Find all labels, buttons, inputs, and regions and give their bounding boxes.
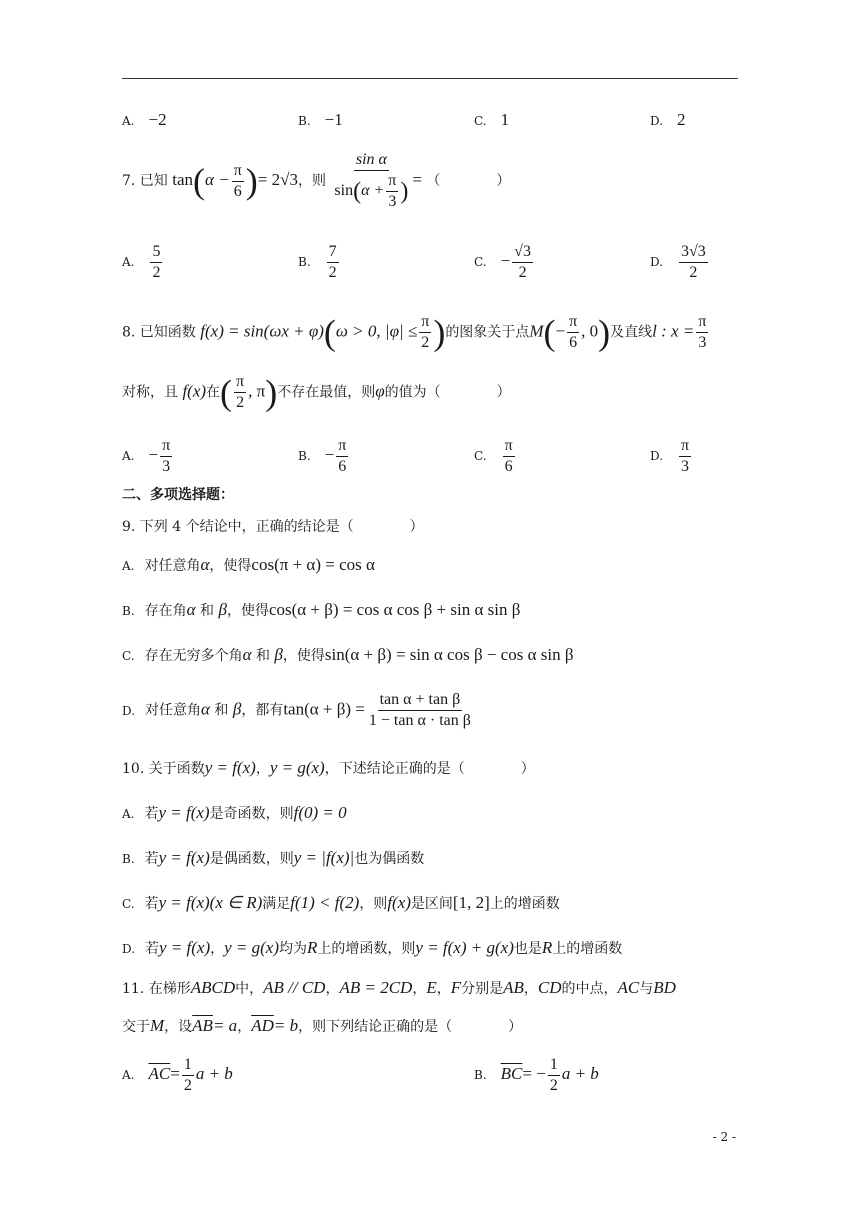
equation: y = |f(x)| [293, 848, 355, 867]
point-e: E [426, 978, 437, 997]
option-value: 2 [677, 110, 686, 129]
denominator: 3 [698, 334, 707, 351]
option-label: B. [298, 449, 311, 463]
option-label: A. [122, 807, 135, 821]
denominator: 6 [338, 458, 347, 475]
q10-prefix: 10. 关于函数 [122, 761, 205, 777]
open-paren: ( [353, 178, 362, 205]
vector-ac: $\overline{AC}$ [148, 1064, 171, 1083]
equation: y = f(x) + g(x) [415, 938, 514, 957]
option-text: ，使得 [282, 648, 325, 664]
open-paren: ( [220, 372, 233, 413]
vector-sum: a + b [195, 1064, 233, 1083]
denominator: 3 [388, 193, 397, 210]
q10-option-a [122, 803, 347, 823]
option-text: 若 [145, 941, 160, 957]
equation: sin(α + β) = sin α cos β − cos α sin β [324, 645, 574, 664]
inequality: f(1) < f(2) [290, 893, 360, 912]
value-of-text: 的值为（ ） [384, 384, 511, 401]
minus-sign: − [555, 321, 566, 341]
option-label: D. [650, 449, 664, 463]
pi-over-6 [232, 161, 244, 202]
denominator: 2 [421, 334, 430, 351]
numerator: 1 [548, 1055, 560, 1076]
option-label: B. [122, 852, 135, 866]
option-text: 是奇函数，则 [209, 806, 294, 822]
alpha: α [200, 555, 210, 574]
comma: ， [412, 981, 427, 997]
option-text: 均为 [279, 941, 308, 957]
denominator: 2 [183, 1077, 192, 1094]
and-text: 和 [251, 648, 275, 664]
option-text: 若 [144, 896, 159, 912]
q10-stem [122, 758, 535, 778]
close-paren: ) [245, 161, 258, 201]
numerator: π [679, 436, 691, 457]
option-label: C. [122, 897, 135, 911]
pi-over-2 [419, 312, 431, 353]
option-frac [327, 242, 339, 283]
option-label: B. [298, 255, 311, 269]
option-sign: − [500, 251, 511, 270]
option-text: 上的增函数 [552, 941, 623, 957]
equation: cos(α + β) = cos α cos β + sin α sin β [268, 600, 521, 619]
q8-option-c [474, 436, 517, 477]
option-text: 是偶函数，则 [209, 851, 294, 867]
option-text: 存在角 [144, 603, 187, 619]
parallel: AB // CD [263, 978, 326, 997]
numerator: π [234, 372, 246, 393]
option-label: C. [122, 649, 135, 663]
q7-option-c [474, 242, 535, 283]
option-label: C. [474, 255, 487, 269]
and-text: 和 [209, 702, 233, 719]
denominator: 6 [233, 182, 242, 200]
q8-prefix: 8. 已知函数 [122, 324, 196, 341]
q10-option-d [122, 938, 622, 958]
line-text: 及直线 [610, 324, 653, 341]
denominator: 2 [236, 394, 245, 411]
pi-over-3 [386, 171, 398, 212]
q8-line2 [122, 372, 511, 413]
text: ，设 [164, 1019, 193, 1035]
text: 交于 [122, 1019, 150, 1035]
comma: ， [255, 761, 270, 777]
option-text: 上的增函数 [489, 896, 560, 912]
denominator: 3 [681, 458, 690, 475]
option-text: 存在无穷多个角 [144, 648, 243, 664]
option-label: A. [122, 1068, 135, 1082]
q10-tail: ，下述结论正确的是（ ） [324, 761, 535, 777]
option-text: ，都有 [241, 702, 284, 719]
point-f: F [450, 978, 462, 997]
close-paren: ) [400, 178, 409, 205]
point-m: M [529, 321, 544, 341]
interval-tail: , π [248, 381, 266, 401]
segment: AB [503, 978, 524, 997]
option-frac [679, 242, 708, 283]
tan-func: tan [172, 170, 194, 189]
equation: cos(π + α) = cos α [251, 555, 375, 574]
numerator: π [567, 312, 579, 333]
alpha: α [242, 645, 252, 664]
option-frac [150, 242, 162, 283]
q6-option-c [474, 110, 509, 130]
phi-symbol: φ [375, 381, 385, 401]
graph-text: 的图象关于点 [445, 324, 530, 341]
line-eq: l : x = [652, 321, 695, 341]
func-g: y = g(x) [269, 758, 325, 777]
numerator: π [503, 436, 515, 457]
q6-option-b [298, 110, 343, 130]
q7-prefix: 7. 已知 [122, 173, 168, 189]
q10-option-c [122, 893, 560, 913]
numerator: π [232, 161, 244, 182]
equals: = − [522, 1064, 546, 1083]
denominator: 6 [569, 334, 578, 351]
equation: AB = 2CD [339, 978, 413, 997]
close-paren: ) [265, 372, 278, 413]
pi-over-3 [696, 312, 708, 353]
vector-bc: $\overline{BC}$ [500, 1064, 523, 1083]
option-value: −2 [148, 110, 167, 129]
option-text: ，使得 [226, 603, 269, 619]
vector-sum: a + b [561, 1064, 599, 1083]
denominator: 2 [549, 1077, 558, 1094]
numerator: π [696, 312, 708, 333]
beta: β [274, 645, 283, 664]
header-rule [122, 78, 738, 79]
q9-option-a [122, 555, 375, 575]
text: 中， [235, 981, 264, 997]
func: f(x) [387, 893, 411, 912]
q10-option-b [122, 848, 424, 868]
q8-option-b [298, 436, 350, 477]
q11-prefix: 11. 在梯形 [122, 981, 191, 997]
half-frac [548, 1055, 560, 1096]
q11-line2 [122, 1016, 522, 1036]
numerator: π [419, 312, 431, 333]
denominator: 3 [162, 458, 171, 475]
alpha: α [186, 600, 196, 619]
fx: f(x) [182, 381, 207, 401]
sin-alpha: sin α [355, 151, 387, 168]
vector-ad: $\overline{AD}$ [251, 1016, 274, 1035]
option-label: D. [650, 114, 664, 128]
text: 分别是 [461, 981, 504, 997]
coord-tail: , 0 [581, 321, 599, 341]
close-paren: ) [598, 312, 611, 353]
option-frac [336, 436, 348, 477]
denominator [332, 171, 410, 212]
option-label: A. [122, 114, 135, 128]
option-label: B. [474, 1068, 487, 1082]
vector-ab: $\overline{AB}$ [192, 1016, 213, 1035]
option-frac [679, 436, 691, 477]
line2-tail: 不存在最值，则 [277, 384, 376, 401]
equation: f(0) = 0 [293, 803, 347, 822]
text: ，则下列结论正确的是（ ） [298, 1019, 523, 1035]
q8-line2-prefix: 对称，且 [122, 384, 178, 401]
text: 的中点， [561, 981, 618, 997]
option-label: C. [474, 114, 487, 128]
option-text: 是区间 [410, 896, 453, 912]
q6-option-a [122, 110, 167, 130]
option-frac [512, 242, 533, 283]
numerator: 3√3 [679, 242, 708, 263]
option-label: A. [122, 255, 135, 269]
equals: = [170, 1064, 180, 1083]
function-def: f(x) = sin(ωx + φ) [200, 321, 324, 341]
q9-stem: 9. 下列 4 个结论中，正确的结论是（ ） [122, 519, 424, 535]
in-text: 在 [206, 384, 221, 401]
numerator [354, 150, 389, 171]
segment: BD [653, 978, 676, 997]
option-label: B. [122, 604, 135, 618]
option-label: B. [298, 114, 311, 128]
point-m: M [150, 1016, 165, 1035]
q7-stem [122, 150, 510, 212]
interval: [1, 2] [452, 893, 490, 912]
option-label: D. [122, 942, 136, 956]
option-text: 也是 [513, 941, 542, 957]
q8-option-a [122, 436, 174, 477]
option-label: C. [474, 449, 487, 463]
option-text: 对任意角 [145, 702, 202, 719]
denominator: 2 [328, 264, 337, 281]
beta: β [218, 600, 227, 619]
option-text: 若 [144, 851, 159, 867]
alpha-minus: α − [205, 170, 230, 189]
func: y = g(x) [224, 938, 280, 957]
close-paren: ) [433, 312, 446, 353]
pi-over-6 [567, 312, 579, 353]
sin-ratio [332, 150, 410, 212]
equals-value: = 2√3 [257, 170, 298, 189]
func: y = f(x) [158, 803, 210, 822]
open-paren: ( [323, 312, 336, 353]
alpha: α [201, 699, 210, 719]
func: y = f(x) [158, 848, 210, 867]
q6-option-d [650, 110, 686, 130]
numerator: π [386, 171, 398, 192]
option-sign: − [148, 445, 159, 464]
section-heading: 二、多项选择题： [122, 487, 234, 503]
option-label: D. [122, 703, 136, 718]
numerator: 5 [150, 242, 162, 263]
numerator: tan α + tan β [378, 690, 463, 711]
pi-over-2 [234, 372, 246, 413]
equation-lhs: tan(α + β) = [283, 699, 365, 719]
comma: ， [436, 981, 451, 997]
beta: β [232, 699, 242, 719]
text: 与 [639, 981, 654, 997]
q7-option-d [650, 242, 710, 283]
q9-option-d [122, 690, 475, 731]
denominator: 2 [152, 264, 161, 281]
option-frac [160, 436, 172, 477]
comma: ， [523, 981, 538, 997]
segment: CD [537, 978, 562, 997]
option-text: 满足 [262, 896, 291, 912]
numerator: π [336, 436, 348, 457]
numerator: π [160, 436, 172, 457]
q11-option-b [474, 1055, 599, 1096]
option-value: −1 [324, 110, 343, 129]
option-text: 若 [144, 806, 159, 822]
set-r: R [307, 938, 318, 957]
page-number: - 2 - [712, 1130, 736, 1144]
func: y = f(x)(x ∈ R) [158, 893, 263, 912]
open-paren: ( [543, 312, 556, 353]
set-r: R [541, 938, 553, 957]
numerator: 1 [182, 1055, 194, 1076]
denominator: 2 [689, 264, 698, 281]
func-f: y = f(x) [204, 758, 256, 777]
option-text: 也为偶函数 [354, 851, 425, 867]
and-text: 和 [195, 603, 219, 619]
sin-func: sin [334, 182, 354, 200]
option-text: ，使得 [209, 558, 252, 574]
open-paren: ( [193, 161, 206, 201]
q11-line1 [122, 978, 676, 998]
option-label: A. [122, 559, 135, 573]
segment: AC [617, 978, 640, 997]
equation: = a [212, 1016, 238, 1035]
trapezoid: ABCD [190, 978, 236, 997]
q7-option-a [122, 242, 164, 283]
option-label: D. [650, 255, 664, 269]
q11-option-a [122, 1055, 233, 1096]
denominator: 6 [504, 458, 513, 475]
option-text: 上的增函数，则 [317, 941, 416, 957]
half-frac [182, 1055, 194, 1096]
tan-sum-frac [367, 690, 473, 731]
then-text: ，则 [297, 173, 326, 189]
q8-option-d [650, 436, 693, 477]
equation: = b [273, 1016, 299, 1035]
comma: ， [210, 941, 225, 957]
option-text: ，则 [359, 896, 388, 912]
condition: ω > 0, |φ| ≤ [335, 321, 418, 341]
comma: ， [237, 1019, 252, 1035]
q9-option-b [122, 600, 520, 620]
q9-option-c [122, 645, 573, 665]
equals-sign: = [412, 170, 422, 189]
option-text: 对任意角 [144, 558, 201, 574]
comma: ， [325, 981, 340, 997]
numerator: √3 [512, 242, 533, 263]
denominator: 2 [518, 264, 527, 281]
denominator: 1 − tan α · tan β [368, 712, 471, 729]
q8-line1 [122, 312, 710, 353]
option-label: A. [122, 449, 135, 463]
option-value: 1 [500, 110, 510, 129]
numerator: 7 [327, 242, 339, 263]
option-sign: − [324, 445, 335, 464]
q7-option-b [298, 242, 341, 283]
answer-blank: （ ） [426, 173, 511, 189]
alpha-plus: α + [361, 182, 385, 200]
func: y = f(x) [159, 938, 211, 957]
option-frac [503, 436, 515, 477]
